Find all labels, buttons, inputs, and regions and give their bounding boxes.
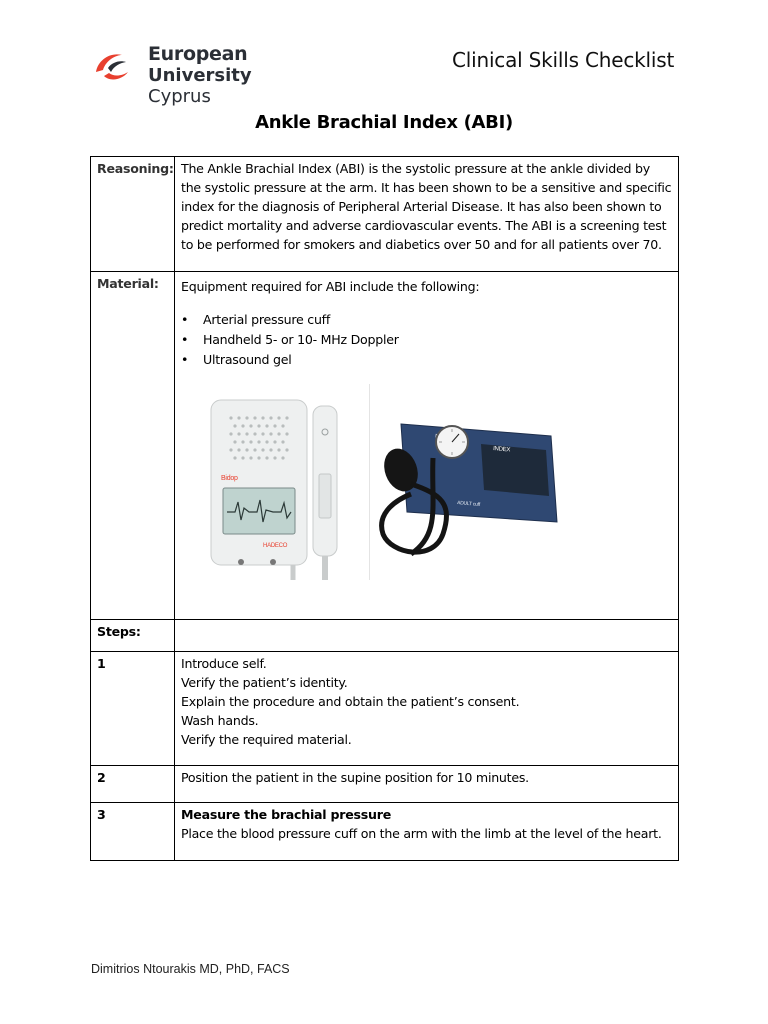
list-item: • Handheld 5- or 10- MHz Doppler — [203, 330, 672, 350]
step-1-line: Introduce self. — [181, 656, 267, 671]
logo-line-2: University Cyprus — [148, 65, 252, 107]
step-1-line: Verify the patient’s identity. — [181, 675, 348, 690]
step-3-text: Place the blood pressure cuff on the arm with the limb at the level of the heart. — [181, 826, 662, 841]
table-row-material — [91, 272, 679, 620]
list-item: • Arterial pressure cuff — [203, 310, 672, 330]
blood-pressure-cuff-image — [371, 384, 571, 580]
row-label-steps: Steps: — [91, 620, 175, 652]
step-2-text: Position the patient in the supine position for 10 minutes. — [175, 766, 679, 803]
checklist-table — [90, 156, 679, 861]
doppler-brand-label: HADECO — [263, 543, 288, 549]
step-1-line: Explain the procedure and obtain the patient’s consent. — [181, 694, 520, 709]
material-list — [181, 310, 672, 370]
cuff-adult-label: ADULT cuff — [456, 500, 481, 508]
table-row-steps — [91, 620, 679, 652]
doppler-device-image — [181, 384, 369, 580]
steps-empty-cell — [175, 620, 679, 652]
step-1-line: Verify the required material. — [181, 732, 352, 747]
step-number: 2 — [91, 766, 175, 803]
table-row-step-3 — [91, 803, 679, 861]
cuff-index-label: INDEX — [492, 446, 511, 454]
step-3-content — [175, 803, 679, 861]
table-row-reasoning — [91, 157, 679, 272]
university-logo-mark-icon — [92, 46, 132, 86]
row-label-reasoning: Reasoning: — [91, 157, 175, 272]
table-row-step-1 — [91, 652, 679, 766]
doppler-screen-brand: Bidop — [221, 475, 238, 482]
reasoning-text: The Ankle Brachial Index (ABI) is the systolic pressure at the ankle divided by the systolic pressure at the arm. It has been shown to be a sensitive and specific index for the diagnosis of Peripheral Arterial Disease. It has also been shown to predict mortality and adverse cardiovascular events. The ABI is a screening test to be performed for smokers and diabetics over 50 and for all patients over 70. — [175, 157, 679, 272]
equipment-images — [181, 384, 672, 584]
university-logo — [92, 43, 302, 107]
material-intro: Equipment required for ABI include the following: — [181, 279, 480, 294]
table-row-step-2 — [91, 766, 679, 803]
material-cell — [175, 272, 679, 620]
footer-author: Dimitrios Ntourakis MD, PhD, FACS — [91, 962, 290, 976]
image-divider — [369, 384, 370, 580]
step-3-heading: Measure the brachial pressure — [181, 807, 391, 822]
logo-line-1: European — [148, 43, 248, 65]
step-number: 1 — [91, 652, 175, 766]
step-1-line: Wash hands. — [181, 713, 259, 728]
document-title: Ankle Brachial Index (ABI) — [255, 112, 513, 133]
header-title: Clinical Skills Checklist — [452, 48, 675, 72]
step-1-content — [175, 652, 679, 766]
row-label-material: Material: — [91, 272, 175, 620]
step-number: 3 — [91, 803, 175, 861]
list-item: • Ultrasound gel — [203, 350, 672, 370]
